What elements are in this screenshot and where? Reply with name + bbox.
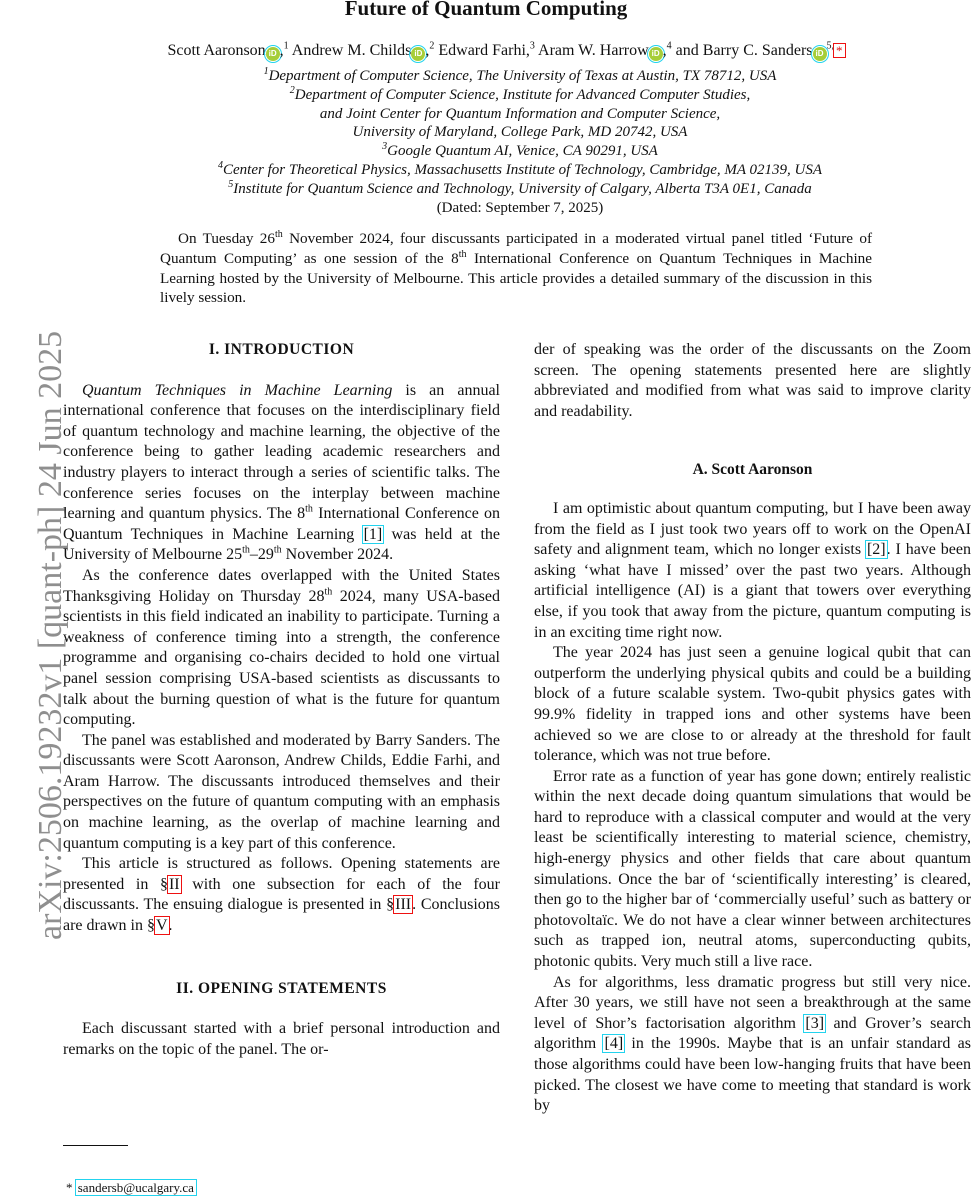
section-heading: II. OPENING STATEMENTS	[176, 979, 387, 997]
affiliation: $^2$Department of Computer Science, Institute for Advanced Computer Studies,	[289, 84, 751, 103]
left-column	[63, 340, 500, 1060]
section-heading: I. INTRODUCTION	[208, 341, 355, 358]
paragraph: Error rate as a function of year has gone down; entirely realistic within the next decade doing quantum simulations that would be hard to reproduce with a classical computer and would at the very least be scientifically interesting to material science, chemistry, high-energy physics and other fields that care about quantum simulations. Once the bar of ‘scientifically interesting’ is cleared, then go to the higher bar of ‘commercially useful’ such as battery or photovoltaïc. We do not have a clear winner between architectures such as trapped ion, neutral atoms, superconducting qubits, photonic qubits. Very much still a live race.	[534, 767, 971, 971]
paragraph: Quantum Techniques in Machine Learning is an annual international conference that focuses on the interdisciplinary field of quantum technology and machine learning, the objective of the conference being to gather leading academic researchers and industry players to interact through a series of scientific talks. The conference series focuses on the interplay between machine learning and quantum physics. The 8th International Conference on Quantum Techniques in Machine Learning [1] was held at the University of Melbourne 25th–29th November 2024.	[63, 381, 501, 564]
abstract: On Tuesday 26th November 2024, four discussants participated in a moderated virtual panel titled ‘Future of Quantum Computing’ as one session of the 8th International Conference on Quantum Techniques in Machine Learning hosted by the University of Melbourne. This article provides a detailed summary of the discussion in this lively session.	[160, 228, 872, 307]
author-and: and	[675, 42, 699, 59]
paragraph: Each discussant started with a brief personal introduction and remarks on the topic of the panel. The or-	[63, 1020, 500, 1058]
orcid-icon[interactable]: iD	[411, 47, 425, 61]
paper-title: Future of Quantum Computing	[344, 0, 628, 20]
affiliation: University of Maryland, College Park, MD 20742, USA	[352, 124, 688, 141]
citation-link[interactable]: [4]	[604, 1035, 624, 1053]
affiliation: $^4$Center for Theoretical Physics, Massachusetts Institute of Technology, Cambridge, MA 02139, USA	[218, 159, 822, 178]
author-affil: 4	[666, 40, 672, 52]
section-link[interactable]: III	[395, 896, 412, 914]
email-link[interactable]: sandersb@ucalgary.ca	[77, 1180, 194, 1195]
paragraph: As for algorithms, less dramatic progress but still very nice. After 30 years, we still have not seen a breakthrough at the same level of Shor’s factorisation algorithm [3] and Grover’s search algorithm [4] in the 1990s. Maybe that is an unfair standard as those algorithms could have been low-hanging fruits that have been picked. The closest we have come to meeting that standard is work by	[534, 973, 972, 1115]
affiliation: $^3$Google Quantum AI, Venice, CA 90291, USA	[382, 141, 658, 160]
footnote: * sandersb@ucalgary.ca	[66, 1180, 194, 1195]
author-affil: 3	[529, 40, 535, 52]
author-name: Barry C. Sanders	[702, 42, 813, 59]
footnote-rule	[63, 1145, 128, 1146]
orcid-icon[interactable]: iD	[266, 47, 280, 61]
arxiv-identifier: arXiv:2506.19232v1 [quant-ph] 24 Jun 2025	[32, 330, 69, 940]
citation-link[interactable]: [1]	[363, 525, 383, 543]
author-affil: 2	[429, 40, 435, 52]
paragraph: The year 2024 has just seen a genuine logical qubit that can outperform the underlying physical qubits and could be a building block of a future scalable system. Two-qubit physics gates with 99.9% fidelity in trapped ions and other systems have been achieved so we are close to or already at the threshold for fault tolerance, which was not true before.	[534, 644, 971, 765]
orcid-icon[interactable]: iD	[649, 47, 663, 61]
affiliations	[70, 67, 970, 217]
paragraph: I am optimistic about quantum computing, but I have been away from the field as I just took two years off to work on the OpenAI safety and alignment team, which no longer exists [2]. I have been asking ‘what have I missed’ over the past two years. Although artificial intelligence (AI) is a giant that towers over everything else, if you took that away from the picture, quantum computing is in an exciting time right now.	[534, 499, 971, 641]
author-name: Scott Aaronson	[167, 42, 266, 59]
arxiv-stamp	[0, 290, 69, 950]
paragraph: The panel was established and moderated by Barry Sanders. The discussants were Scott Aaronson, Andrew Childs, Eddie Farhi, and Aram Harrow. The discussants introduced themselves and their perspectives on the future of quantum computing with an emphasis on machine learning, as the overlap of machine learning and quantum computing is a key part of this conference.	[63, 731, 500, 852]
affiliation: $^5$Institute for Quantum Science and Technology, University of Calgary, Alberta T3A 0E1, Canada	[228, 178, 812, 197]
right-column	[534, 340, 971, 1117]
affiliation: and Joint Center for Quantum Information and Computer Science,	[319, 105, 721, 122]
paragraph: As the conference dates overlapped with the United States Thanksgiving Holiday on Thursday 28th 2024, many USA-based scientists in this field indicated an inability to participate. Turning a weakness of conference timing into a strength, the conference programme and organising co-chairs decided to hold one virtual panel session comprising USA-based scientists as discussants to talk about the burning question of what is the future for quantum computing.	[63, 566, 501, 729]
paragraph: This article is structured as follows. Opening statements are presented in §II with one subsection for each of the four discussants. The ensuing dialogue is presented in §III. Conclusions are drawn in §V.	[63, 855, 500, 935]
affiliation: $^1$Department of Computer Science, The University of Texas at Austin, TX 78712, USA	[263, 66, 777, 84]
citation-link[interactable]: [2]	[866, 541, 886, 559]
paragraph: der of speaking was the order of the discussants on the Zoom screen. The opening statements presented here are slightly abbreviated and modified from what was said to improve clarity and readability.	[534, 341, 971, 420]
author-affil: 5,	[826, 40, 835, 52]
author-list: Scott Aaronson iD ,$^1$ Andrew M. Childs iD ,$^2$ Edward Farhi,$^3$ Aram W. Harrow iD ,$^4$ and Barry C. Sanders $iD^{5,}$ *	[167, 40, 843, 59]
subsection-heading: A. Scott Aaronson	[692, 461, 813, 479]
section-link[interactable]: II	[168, 875, 180, 893]
corresponding-author-link[interactable]: *	[836, 43, 843, 58]
dated-line: (Dated: September 7, 2025)	[436, 199, 604, 216]
author-name: Aram W. Harrow	[538, 42, 649, 59]
section-link[interactable]: V	[155, 917, 168, 935]
orcid-icon[interactable]: iD	[813, 47, 827, 61]
author-name: Edward Farhi	[438, 42, 526, 59]
citation-link[interactable]: [3]	[805, 1014, 825, 1032]
author-affil: 1	[283, 40, 289, 52]
author-name: Andrew M. Childs	[291, 42, 412, 59]
